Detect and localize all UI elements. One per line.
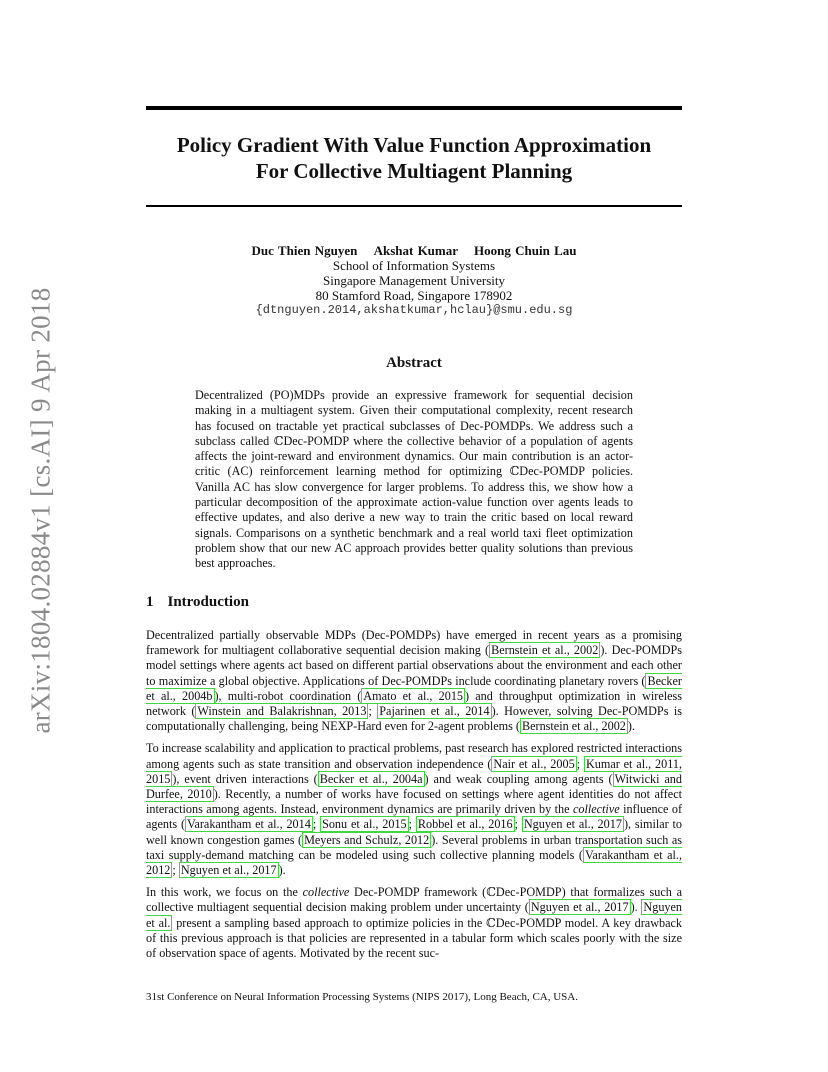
citation-link[interactable]: Varakantham et al., 2012 bbox=[146, 847, 682, 878]
citation-link[interactable]: Becker et al., 2004a bbox=[319, 771, 423, 786]
text-run: ; bbox=[312, 817, 321, 832]
text-run: influence of agents ( bbox=[146, 802, 682, 832]
text-run: ; bbox=[514, 817, 522, 832]
text-run: ). However, solving Dec-POMDPs is computationally challenging, being NEXP-Hard even for 2-agent problems ( bbox=[146, 704, 682, 734]
author-school: School of Information Systems bbox=[332, 258, 496, 273]
emphasis-text: collective bbox=[572, 802, 620, 817]
author-name: Duc Thien Nguyen bbox=[251, 243, 358, 258]
section-title: Introduction bbox=[167, 594, 249, 610]
arxiv-side-stamp bbox=[18, 286, 64, 734]
text-run: ). Dec-POMDPs model settings where agents act based on different partial observations about the environment and each other to maximize a global objective. Applications of Dec-POMDPs include coordinating planetary rovers ( bbox=[146, 643, 682, 688]
paragraph bbox=[146, 628, 682, 734]
paragraph bbox=[146, 885, 682, 961]
text-run: ; bbox=[172, 863, 179, 878]
author-address: 80 Stamford Road, Singapore 178902 bbox=[315, 288, 513, 303]
text-run: ) and weak coupling among agents ( bbox=[424, 771, 613, 786]
citation-link[interactable]: Nair et al., 2005 bbox=[493, 756, 575, 771]
text-run: ). bbox=[630, 900, 642, 915]
text-run: ). bbox=[278, 863, 286, 878]
text-run: ; bbox=[408, 817, 416, 832]
citation-link[interactable]: Nguyen et al., 2017 bbox=[523, 817, 622, 832]
citation-link[interactable]: Meyers and Schulz, 2012 bbox=[304, 832, 430, 847]
text-run: ), similar to well known congestion games ( bbox=[146, 817, 683, 847]
title-top-rule bbox=[146, 106, 682, 110]
text-run: ; bbox=[368, 704, 378, 719]
introduction-body bbox=[146, 628, 682, 968]
citation-link[interactable]: Kumar et al., 2011, 2015 bbox=[146, 756, 683, 786]
title-bottom-rule bbox=[146, 205, 682, 207]
author-block bbox=[146, 243, 682, 318]
conference-footnote: 31st Conference on Neural Information Processing Systems (NIPS 2017), Long Beach, CA, USA. bbox=[146, 991, 578, 1003]
abstract-heading: Abstract bbox=[386, 355, 442, 371]
author-name: Akshat Kumar bbox=[373, 243, 458, 258]
citation-link[interactable]: Nguyen et al., 2017 bbox=[530, 900, 629, 915]
citation-link[interactable]: Pajarinen et al., 2014 bbox=[379, 704, 490, 719]
author-emails: {dtnguyen.2014,akshatkumar,hclau}@smu.edu.sg bbox=[255, 303, 573, 317]
citation-link[interactable]: Robbel et al., 2016 bbox=[417, 817, 513, 832]
text-run: ). bbox=[627, 719, 636, 734]
text-run: ). Several problems in urban transportation such as taxi supply-demand matching can be modeled using such collective planning models ( bbox=[146, 832, 682, 862]
citation-link[interactable]: Nguyen et al., 2017 bbox=[180, 863, 277, 878]
text-run: To increase scalability and application to practical problems, past research has explored restricted interactions among agents such as state transition and observation independence ( bbox=[146, 741, 682, 771]
section-heading bbox=[146, 594, 682, 611]
citation-link[interactable]: Witwicki and Durfee, 2010 bbox=[146, 771, 682, 802]
text-run: Dec-POMDP framework (ℂDec-POMDP) that formalizes such a collective multiagent sequential decision making problem under uncertainty ( bbox=[146, 885, 682, 915]
citation-link[interactable]: Bernstein et al., 2002 bbox=[491, 643, 599, 658]
citation-link[interactable]: Sonu et al., 2015 bbox=[322, 817, 407, 832]
author-names bbox=[146, 243, 682, 258]
text-run: present a sampling based approach to optimize policies in the ℂDec-POMDP model. A key drawback of this previous approach is that policies are represented in a tabular form which scales poorly with the size of observation space of agents. Motivated by the recent suc- bbox=[146, 915, 683, 961]
paper-title bbox=[146, 132, 682, 184]
author-name: Hoong Chuin Lau bbox=[474, 243, 577, 258]
citation-link[interactable]: Becker et al., 2004b bbox=[146, 673, 682, 703]
title-line-2: For Collective Multiagent Planning bbox=[255, 159, 573, 183]
abstract-text: Decentralized (PO)MDPs provide an expressive framework for sequential decision making in a multiagent system. Given their computational complexity, recent research has focused on tractable yet practical subclasses of Dec-POMDPs. We address such a subclass called ℂDec-POMDP where the collective behavior of a population of agents affects the joint-reward and environment dynamics. Our main contribution is an actor-critic (AC) reinforcement learning method for optimizing ℂDec-POMDP policies. Vanilla AC has slow convergence for larger problems. To address this, we show how a particular decomposition of the approximate action-value function over agents leads to effective updates, and also derive a new way to train the critic based on local reward signals. Comparisons on a synthetic benchmark and a real world taxi fleet optimization problem show that our new AC approach provides better quality solutions than previous best approaches. bbox=[195, 388, 633, 571]
citation-link[interactable]: Nguyen et al. bbox=[146, 900, 683, 930]
paragraph bbox=[146, 741, 682, 878]
text-run: ) and throughput optimization in wireless network ( bbox=[146, 688, 683, 719]
text-run: ), multi-robot coordination ( bbox=[214, 688, 362, 703]
text-run: In this work, we focus on the bbox=[146, 885, 303, 900]
citation-link[interactable]: Bernstein et al., 2002 bbox=[521, 719, 626, 734]
citation-link[interactable]: Winstein and Balakrishnan, 2013 bbox=[197, 704, 367, 719]
arxiv-identifier: arXiv:1804.02884v1 [cs.AI] 9 Apr 2018 bbox=[25, 286, 56, 734]
section-number: 1 bbox=[146, 594, 154, 610]
author-university: Singapore Management University bbox=[323, 273, 505, 288]
title-line-1: Policy Gradient With Value Function Approximation bbox=[176, 133, 652, 157]
text-run: ), event driven interactions ( bbox=[172, 771, 318, 786]
text-run: ). Recently, a number of works have focused on settings where agent identities do not affect interactions among agents. Instead, environment dynamics are primarily driven by the bbox=[146, 787, 682, 817]
text-run: Decentralized partially observable MDPs (Dec-POMDPs) have emerged in recent years as a promising framework for multiagent collaborative sequential decision making ( bbox=[146, 628, 682, 658]
citation-link[interactable]: Varakantham et al., 2014 bbox=[187, 817, 311, 832]
citation-link[interactable]: Amato et al., 2015 bbox=[363, 688, 464, 703]
text-run: ; bbox=[576, 756, 584, 771]
emphasis-text: collective bbox=[302, 885, 350, 900]
